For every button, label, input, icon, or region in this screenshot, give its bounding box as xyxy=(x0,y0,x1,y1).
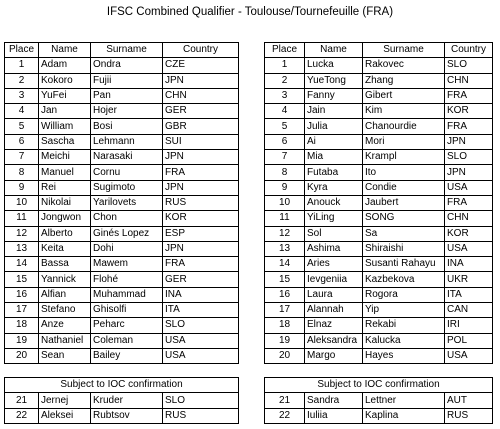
place-cell: 17 xyxy=(5,303,39,318)
name-cell: Kyra xyxy=(305,180,363,195)
name-cell: Aleksandra xyxy=(305,333,363,348)
name-cell: Nathaniel xyxy=(39,333,91,348)
name-cell: Iuliia xyxy=(305,408,363,423)
country-cell: INA xyxy=(163,287,239,302)
table-row xyxy=(5,303,239,318)
place-cell: 15 xyxy=(265,272,305,287)
table-row xyxy=(265,104,493,119)
table-row xyxy=(265,134,493,149)
column-header-surname: Surname xyxy=(91,43,163,58)
place-cell: 3 xyxy=(265,88,305,103)
name-cell: Futaba xyxy=(305,165,363,180)
country-cell: IRI xyxy=(445,318,493,333)
surname-cell: Chanourdie xyxy=(363,119,445,134)
surname-cell: Rakovec xyxy=(363,58,445,73)
place-cell: 21 xyxy=(265,393,305,408)
surname-cell: Rogora xyxy=(363,287,445,302)
table-row xyxy=(265,211,493,226)
table-row xyxy=(5,318,239,333)
surname-cell: Gibert xyxy=(363,88,445,103)
country-cell: KOR xyxy=(163,211,239,226)
name-cell: Sandra xyxy=(305,393,363,408)
surname-cell: Ondra xyxy=(91,58,163,73)
table-row xyxy=(265,119,493,134)
surname-cell: SONG xyxy=(363,211,445,226)
country-cell: JPN xyxy=(445,134,493,149)
table-row xyxy=(265,333,493,348)
surname-cell: Mori xyxy=(363,134,445,149)
surname-cell: Fujii xyxy=(91,73,163,88)
place-cell: 22 xyxy=(265,408,305,423)
name-cell: Fanny xyxy=(305,88,363,103)
surname-cell: Kim xyxy=(363,104,445,119)
surname-cell: Susanti Rahayu xyxy=(363,257,445,272)
country-cell: ITA xyxy=(163,303,239,318)
surname-cell: Rekabi xyxy=(363,318,445,333)
name-cell: Anze xyxy=(39,318,91,333)
country-cell: FRA xyxy=(163,257,239,272)
table-row xyxy=(5,165,239,180)
name-cell: Ievgeniia xyxy=(305,272,363,287)
surname-cell: Rubtsov xyxy=(91,408,163,423)
place-cell: 15 xyxy=(5,272,39,287)
place-cell: 6 xyxy=(5,134,39,149)
place-cell: 14 xyxy=(5,257,39,272)
table-row xyxy=(5,408,239,423)
name-cell: Jain xyxy=(305,104,363,119)
surname-cell: Condie xyxy=(363,180,445,195)
country-cell: CHN xyxy=(445,73,493,88)
column-header-name: Name xyxy=(305,43,363,58)
name-cell: Jan xyxy=(39,104,91,119)
name-cell: Jongwon xyxy=(39,211,91,226)
place-cell: 10 xyxy=(265,195,305,210)
surname-cell: Zhang xyxy=(363,73,445,88)
country-cell: RUS xyxy=(163,195,239,210)
surname-cell: Dohi xyxy=(91,241,163,256)
table-row xyxy=(265,165,493,180)
place-cell: 20 xyxy=(5,348,39,363)
name-cell: Laura xyxy=(305,287,363,302)
table-row xyxy=(5,211,239,226)
table-row xyxy=(265,257,493,272)
place-cell: 4 xyxy=(5,104,39,119)
surname-cell: Krampl xyxy=(363,150,445,165)
name-cell: Yannick xyxy=(39,272,91,287)
country-cell: UKR xyxy=(445,272,493,287)
table-row xyxy=(265,88,493,103)
country-cell: KOR xyxy=(445,104,493,119)
name-cell: Alfian xyxy=(39,287,91,302)
table-row xyxy=(5,88,239,103)
name-cell: Mia xyxy=(305,150,363,165)
surname-cell: Chon xyxy=(91,211,163,226)
name-cell: Jernej xyxy=(39,393,91,408)
country-cell: FRA xyxy=(163,165,239,180)
table-row xyxy=(5,393,239,408)
place-cell: 5 xyxy=(265,119,305,134)
table-row xyxy=(265,348,493,363)
name-cell: Manuel xyxy=(39,165,91,180)
name-cell: Sol xyxy=(305,226,363,241)
name-cell: YueTong xyxy=(305,73,363,88)
place-cell: 11 xyxy=(265,211,305,226)
column-header-place: Place xyxy=(5,43,39,58)
surname-cell: Lehmann xyxy=(91,134,163,149)
table-row xyxy=(265,303,493,318)
table-row xyxy=(265,195,493,210)
table-row xyxy=(5,272,239,287)
surname-cell: Peharc xyxy=(91,318,163,333)
surname-cell: Mawem xyxy=(91,257,163,272)
country-cell: RUS xyxy=(163,408,239,423)
column-header-country: Country xyxy=(163,43,239,58)
country-cell: ESP xyxy=(163,226,239,241)
name-cell: Sean xyxy=(39,348,91,363)
surname-cell: Shiraishi xyxy=(363,241,445,256)
country-cell: CHN xyxy=(445,211,493,226)
place-cell: 9 xyxy=(5,180,39,195)
country-cell: SLO xyxy=(163,393,239,408)
country-cell: GER xyxy=(163,272,239,287)
table-row xyxy=(265,318,493,333)
surname-cell: Kaplina xyxy=(363,408,445,423)
country-cell: USA xyxy=(445,180,493,195)
country-cell: JPN xyxy=(163,73,239,88)
table-row xyxy=(5,195,239,210)
surname-cell: Kazbekova xyxy=(363,272,445,287)
surname-cell: Ito xyxy=(363,165,445,180)
place-cell: 16 xyxy=(5,287,39,302)
table-row xyxy=(265,241,493,256)
place-cell: 14 xyxy=(265,257,305,272)
country-cell: AUT xyxy=(445,393,493,408)
name-cell: Sascha xyxy=(39,134,91,149)
column-header-place: Place xyxy=(265,43,305,58)
surname-cell: Yip xyxy=(363,303,445,318)
table-row xyxy=(5,104,239,119)
country-cell: USA xyxy=(445,241,493,256)
name-cell: Alberto xyxy=(39,226,91,241)
table-row xyxy=(265,73,493,88)
ioc-confirmation-header: Subject to IOC confirmation xyxy=(265,378,493,393)
table-row xyxy=(265,393,493,408)
name-cell: Anouck xyxy=(305,195,363,210)
surname-cell: Cornu xyxy=(91,165,163,180)
surname-cell: Kruder xyxy=(91,393,163,408)
surname-cell: Ginés Lopez xyxy=(91,226,163,241)
country-cell: SLO xyxy=(445,58,493,73)
name-cell: Aries xyxy=(305,257,363,272)
place-cell: 13 xyxy=(5,241,39,256)
name-cell: Rei xyxy=(39,180,91,195)
country-cell: JPN xyxy=(163,150,239,165)
place-cell: 12 xyxy=(5,226,39,241)
name-cell: Nikolai xyxy=(39,195,91,210)
table-row xyxy=(265,272,493,287)
place-cell: 22 xyxy=(5,408,39,423)
country-cell: FRA xyxy=(445,195,493,210)
place-cell: 8 xyxy=(5,165,39,180)
name-cell: Elnaz xyxy=(305,318,363,333)
table-row xyxy=(5,241,239,256)
table-row xyxy=(265,150,493,165)
name-cell: YuFei xyxy=(39,88,91,103)
surname-cell: Sugimoto xyxy=(91,180,163,195)
name-cell: Ai xyxy=(305,134,363,149)
table-row xyxy=(265,408,493,423)
surname-cell: Hayes xyxy=(363,348,445,363)
column-header-country: Country xyxy=(445,43,493,58)
table-row xyxy=(5,134,239,149)
name-cell: Keita xyxy=(39,241,91,256)
place-cell: 7 xyxy=(5,150,39,165)
country-cell: KOR xyxy=(445,226,493,241)
country-cell: JPN xyxy=(163,180,239,195)
name-cell: Aleksei xyxy=(39,408,91,423)
surname-cell: Coleman xyxy=(91,333,163,348)
place-cell: 12 xyxy=(265,226,305,241)
table-row xyxy=(5,58,239,73)
table-row xyxy=(5,333,239,348)
place-cell: 18 xyxy=(265,318,305,333)
place-cell: 20 xyxy=(265,348,305,363)
men-ioc-pending-table xyxy=(4,377,239,424)
name-cell: Julia xyxy=(305,119,363,134)
place-cell: 13 xyxy=(265,241,305,256)
name-cell: Stefano xyxy=(39,303,91,318)
surname-cell: Hojer xyxy=(91,104,163,119)
women-ioc-pending-table xyxy=(264,377,493,424)
ioc-confirmation-header: Subject to IOC confirmation xyxy=(5,378,239,393)
men-results-table xyxy=(4,42,239,364)
place-cell: 16 xyxy=(265,287,305,302)
surname-cell: Flohé xyxy=(91,272,163,287)
country-cell: SLO xyxy=(445,150,493,165)
place-cell: 5 xyxy=(5,119,39,134)
place-cell: 3 xyxy=(5,88,39,103)
surname-cell: Narasaki xyxy=(91,150,163,165)
place-cell: 4 xyxy=(265,104,305,119)
surname-cell: Lettner xyxy=(363,393,445,408)
surname-cell: Ghisolfi xyxy=(91,303,163,318)
place-cell: 21 xyxy=(5,393,39,408)
country-cell: GBR xyxy=(163,119,239,134)
name-cell: Adam xyxy=(39,58,91,73)
header-row xyxy=(5,43,239,58)
name-cell: Alannah xyxy=(305,303,363,318)
surname-cell: Kalucka xyxy=(363,333,445,348)
place-cell: 17 xyxy=(265,303,305,318)
country-cell: SLO xyxy=(163,318,239,333)
place-cell: 2 xyxy=(5,73,39,88)
country-cell: POL xyxy=(445,333,493,348)
place-cell: 18 xyxy=(5,318,39,333)
name-cell: Ashima xyxy=(305,241,363,256)
place-cell: 9 xyxy=(265,180,305,195)
country-cell: USA xyxy=(445,348,493,363)
place-cell: 6 xyxy=(265,134,305,149)
country-cell: JPN xyxy=(163,241,239,256)
table-row xyxy=(5,73,239,88)
country-cell: FRA xyxy=(445,88,493,103)
surname-cell: Sa xyxy=(363,226,445,241)
country-cell: GER xyxy=(163,104,239,119)
country-cell: SUI xyxy=(163,134,239,149)
place-cell: 8 xyxy=(265,165,305,180)
name-cell: Bassa xyxy=(39,257,91,272)
table-row xyxy=(5,150,239,165)
place-cell: 1 xyxy=(265,58,305,73)
country-cell: CZE xyxy=(163,58,239,73)
name-cell: Kokoro xyxy=(39,73,91,88)
table-row xyxy=(5,287,239,302)
place-cell: 10 xyxy=(5,195,39,210)
place-cell: 19 xyxy=(265,333,305,348)
place-cell: 11 xyxy=(5,211,39,226)
surname-cell: Bosi xyxy=(91,119,163,134)
name-cell: Lucka xyxy=(305,58,363,73)
country-cell: CAN xyxy=(445,303,493,318)
column-header-surname: Surname xyxy=(363,43,445,58)
country-cell: USA xyxy=(163,348,239,363)
name-cell: YiLing xyxy=(305,211,363,226)
women-results-table xyxy=(264,42,493,364)
place-cell: 7 xyxy=(265,150,305,165)
place-cell: 2 xyxy=(265,73,305,88)
country-cell: CHN xyxy=(163,88,239,103)
table-row xyxy=(265,180,493,195)
surname-cell: Jaubert xyxy=(363,195,445,210)
table-row xyxy=(5,119,239,134)
name-cell: Margo xyxy=(305,348,363,363)
country-cell: USA xyxy=(163,333,239,348)
country-cell: INA xyxy=(445,257,493,272)
country-cell: FRA xyxy=(445,119,493,134)
table-row xyxy=(5,226,239,241)
surname-cell: Pan xyxy=(91,88,163,103)
country-cell: ITA xyxy=(445,287,493,302)
country-cell: JPN xyxy=(445,165,493,180)
surname-cell: Bailey xyxy=(91,348,163,363)
table-row xyxy=(5,180,239,195)
country-cell: RUS xyxy=(445,408,493,423)
name-cell: Meichi xyxy=(39,150,91,165)
place-cell: 19 xyxy=(5,333,39,348)
column-header-name: Name xyxy=(39,43,91,58)
header-row xyxy=(265,43,493,58)
table-row xyxy=(265,287,493,302)
place-cell: 1 xyxy=(5,58,39,73)
surname-cell: Yarilovets xyxy=(91,195,163,210)
table-row xyxy=(265,58,493,73)
surname-cell: Muhammad xyxy=(91,287,163,302)
page-title: IFSC Combined Qualifier - Toulouse/Tournefeuille (FRA) xyxy=(106,6,394,18)
name-cell: William xyxy=(39,119,91,134)
table-row xyxy=(5,348,239,363)
table-row xyxy=(5,257,239,272)
table-row xyxy=(265,226,493,241)
